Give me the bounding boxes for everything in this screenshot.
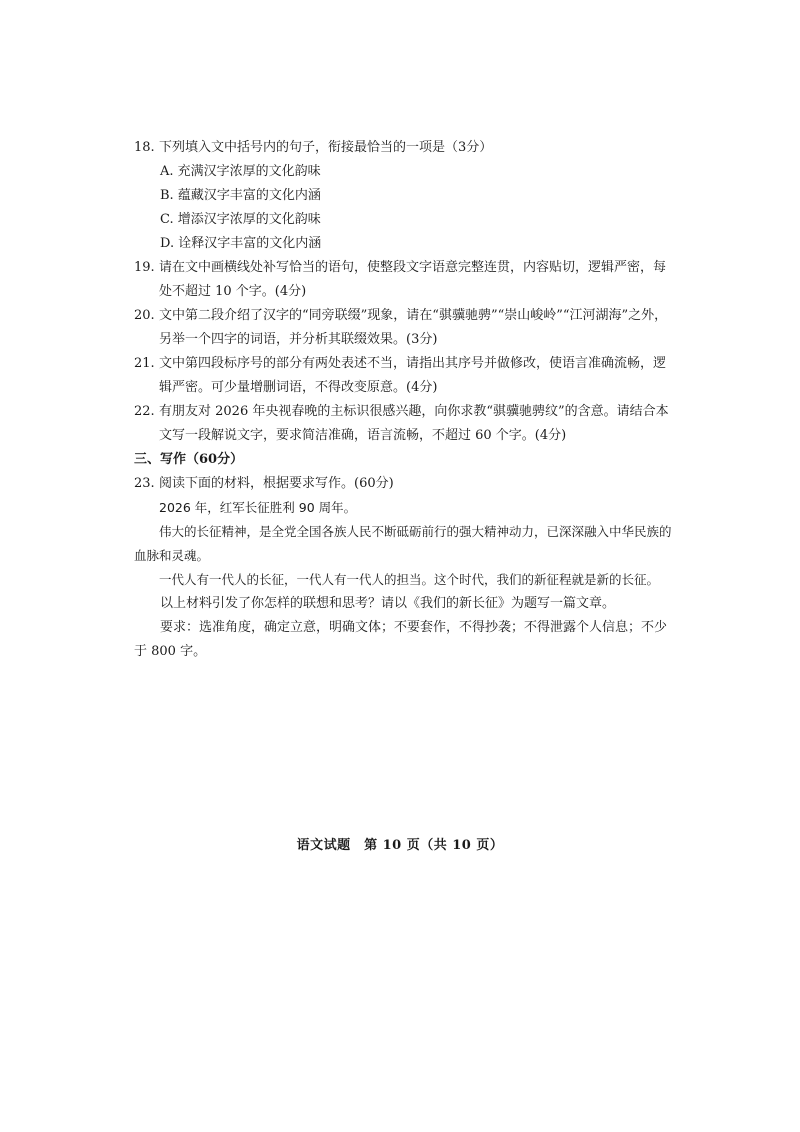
question-20-text: 文中第二段介绍了汉字的“同旁联缀”现象，请在“骐骥驰骋”“崇山峻岭”“江河湖海”之外，另举一个四字的词语，并分析其联缀效果。(3分) [159, 308, 668, 347]
question-22 [134, 400, 674, 448]
question-19-number: 19. [134, 260, 155, 275]
question-21-text: 文中第四段标序号的部分有两处表述不当，请指出其序号并做修改，使语言准确流畅，逻辑严密。可少量增删词语，不得改变原意。(4分) [159, 356, 667, 395]
question-22-number: 22. [134, 404, 155, 419]
question-18-number: 18. [134, 140, 155, 155]
writing-prompt: 以上材料引发了你怎样的联想和思考？请以《我们的新长征》为题写一篇文章。 [160, 596, 616, 611]
question-18-option-a: A. 充满汉字浓厚的文化韵味 [160, 164, 321, 179]
exam-content [134, 136, 674, 664]
question-22-text: 有朋友对 2026 年央视春晚的主标识很感兴趣，向你求教“骐骥驰骋纹”的含意。请结合本文写一段解说文字，要求简洁准确，语言流畅，不超过 60 个字。(4分) [159, 404, 669, 443]
question-18-option-c: C. 增添汉字浓厚的文化韵味 [160, 212, 321, 227]
question-18-option-b: B. 蕴藏汉字丰富的文化内涵 [160, 188, 321, 203]
question-18-stem: 下列填入文中括号内的句子，衔接最恰当的一项是（3分） [159, 140, 493, 155]
question-21 [134, 352, 674, 400]
material-paragraph-1: 2026 年，红军长征胜利 90 周年。 [159, 500, 357, 515]
question-20 [134, 304, 674, 352]
question-21-number: 21. [134, 356, 155, 371]
question-23-number: 23. [134, 476, 155, 491]
question-18 [134, 136, 674, 160]
section-writing-title: 三、写作（60分） [134, 452, 244, 467]
material-paragraph-2: 伟大的长征精神，是全党全国各族人民不断砥砺前行的强大精神动力，已深深融入中华民族的血脉和灵魂。 [134, 524, 672, 563]
question-19-text: 请在文中画横线处补写恰当的语句，使整段文字语意完整连贯，内容贴切，逻辑严密，每处不超过 10 个字。(4分) [159, 260, 667, 299]
material-paragraph-3: 一代人有一代人的长征，一代人有一代人的担当。这个时代，我们的新征程就是新的长征。 [159, 572, 660, 587]
question-18-option-d: D. 诠释汉字丰富的文化内涵 [160, 236, 322, 251]
question-23 [134, 472, 674, 496]
question-20-number: 20. [134, 308, 155, 323]
writing-requirement: 要求：选准角度，确定立意，明确文体；不要套作，不得抄袭；不得泄露个人信息；不少于 800 字。 [134, 620, 668, 659]
page-footer: 语文试题 第 10 页（共 10 页） [296, 838, 504, 853]
question-19 [134, 256, 674, 304]
question-23-stem: 阅读下面的材料，根据要求写作。(60分) [159, 476, 394, 491]
